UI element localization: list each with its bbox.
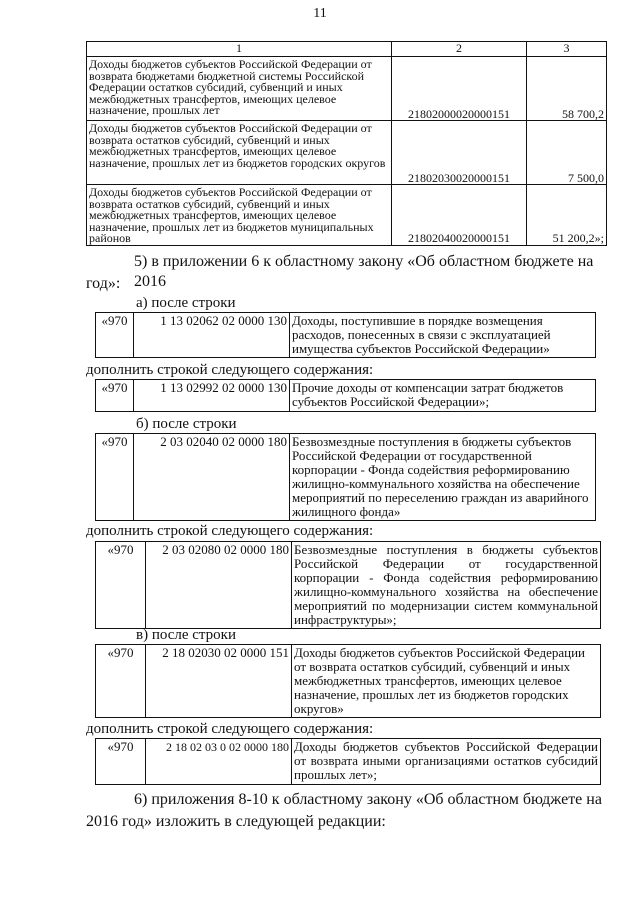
kbk-description: Доходы, поступившие в порядке возмещения расходов, понесенных в связи с эксплуатацией имущества субъектов Российской Федерации» [290,313,596,358]
row-amount: 58 700,2 [527,57,607,121]
page-number: 11 [313,6,327,21]
admin-code: «970 [96,645,146,718]
label-c: в) после строки [136,627,236,643]
kbk-code: 2 18 02 03 0 02 0000 180 [146,739,292,785]
admin-code: «970 [96,542,146,629]
table-row [96,645,601,718]
paragraph-5-line-2: год»: [86,275,121,292]
kbk-description: Безвозмездные поступления в бюджеты субъектов Российской Федерации от государственной корпорации - Фонда содействия реформированию жилищно-коммунального хозяйства на обеспечение мероприятий по переселению граждан из аварийного жилищного фонда» [290,434,596,521]
table-header-cell: 3 [527,42,607,57]
row-code: 21802040020000151 [392,185,527,246]
table-row [87,121,607,185]
add-line-3: дополнить строкой следующего содержания: [86,721,374,737]
block-c-table [95,644,601,718]
add-line-2: дополнить строкой следующего содержания: [86,523,374,539]
kbk-description: Безвозмездные поступления в бюджеты субъектов Российской Федерации от государственной корпорации - Фонда содействия реформированию жилищно-коммунального хозяйства на обеспечение мероприятий по модернизации систем коммунальной инфраструктуры»; [292,542,601,629]
table-row [87,185,607,246]
paragraph-6-line-1: 6) приложения 8-10 к областному закону «Об областном бюджете на [134,791,602,808]
block-a-add-table [95,379,596,412]
block-b-add-table [95,541,601,629]
kbk-description: Доходы бюджетов субъектов Российской Федерации от возврата остатков субсидий, субвенций и иных межбюджетных трансфертов, имеющих целевое назначение, прошлых лет из бюджетов городских округов» [292,645,601,718]
label-b: б) после строки [136,416,237,432]
kbk-code: 2 03 02080 02 0000 180 [146,542,292,629]
admin-code: «970 [96,380,134,412]
paragraph-5-line-1: 5) в приложении 6 к областному закону «Об областном бюджете на 2016 [134,253,594,290]
table-row [96,739,601,785]
kbk-code: 1 13 02062 02 0000 130 [134,313,290,358]
block-b-table [95,433,596,521]
row-description: Доходы бюджетов субъектов Российской Федерации от возврата остатков субсидий, субвенций и иных межбюджетных трансфертов, имеющих целевое назначение, прошлых лет из бюджетов городских округов [87,121,392,185]
admin-code: «970 [96,739,146,785]
table-row [87,57,607,121]
row-amount: 51 200,2»; [527,185,607,246]
table-header-row [87,42,607,57]
table-row [96,313,596,358]
row-code: 21802030020000151 [392,121,527,185]
table-row [96,380,596,412]
kbk-description: Прочие доходы от компенсации затрат бюджетов субъектов Российской Федерации»; [290,380,596,412]
kbk-code: 2 03 02040 02 0000 180 [134,434,290,521]
admin-code: «970 [96,313,134,358]
block-c-add-table [95,738,601,785]
paragraph-6-line-2: 2016 год» изложить в следующей редакции: [86,813,386,830]
table-header-cell: 1 [87,42,392,57]
kbk-description: Доходы бюджетов субъектов Российской Федерации от возврата иными организациями остатков субсидий прошлых лет»; [292,739,601,785]
block-a-table [95,312,596,358]
table-header-cell: 2 [392,42,527,57]
row-code: 21802000020000151 [392,57,527,121]
kbk-code: 2 18 02030 02 0000 151 [146,645,292,718]
admin-code: «970 [96,434,134,521]
row-description: Доходы бюджетов субъектов Российской Федерации от возврата остатков субсидий, субвенций и иных межбюджетных трансфертов, имеющих целевое назначение, прошлых лет из бюджетов муниципальных районов [87,185,392,246]
row-description: Доходы бюджетов субъектов Российской Федерации от возврата бюджетами бюджетной системы Российской Федерации остатков субсидий, субвенций и иных межбюджетных трансфертов, имеющих целевое назначение, прошлых лет [87,57,392,121]
add-line-1: дополнить строкой следующего содержания: [86,362,374,378]
kbk-code: 1 13 02992 02 0000 130 [134,380,290,412]
table-row [96,434,596,521]
top-table [86,41,607,246]
label-a: а) после строки [136,295,236,311]
table-row [96,542,601,629]
row-amount: 7 500,0 [527,121,607,185]
